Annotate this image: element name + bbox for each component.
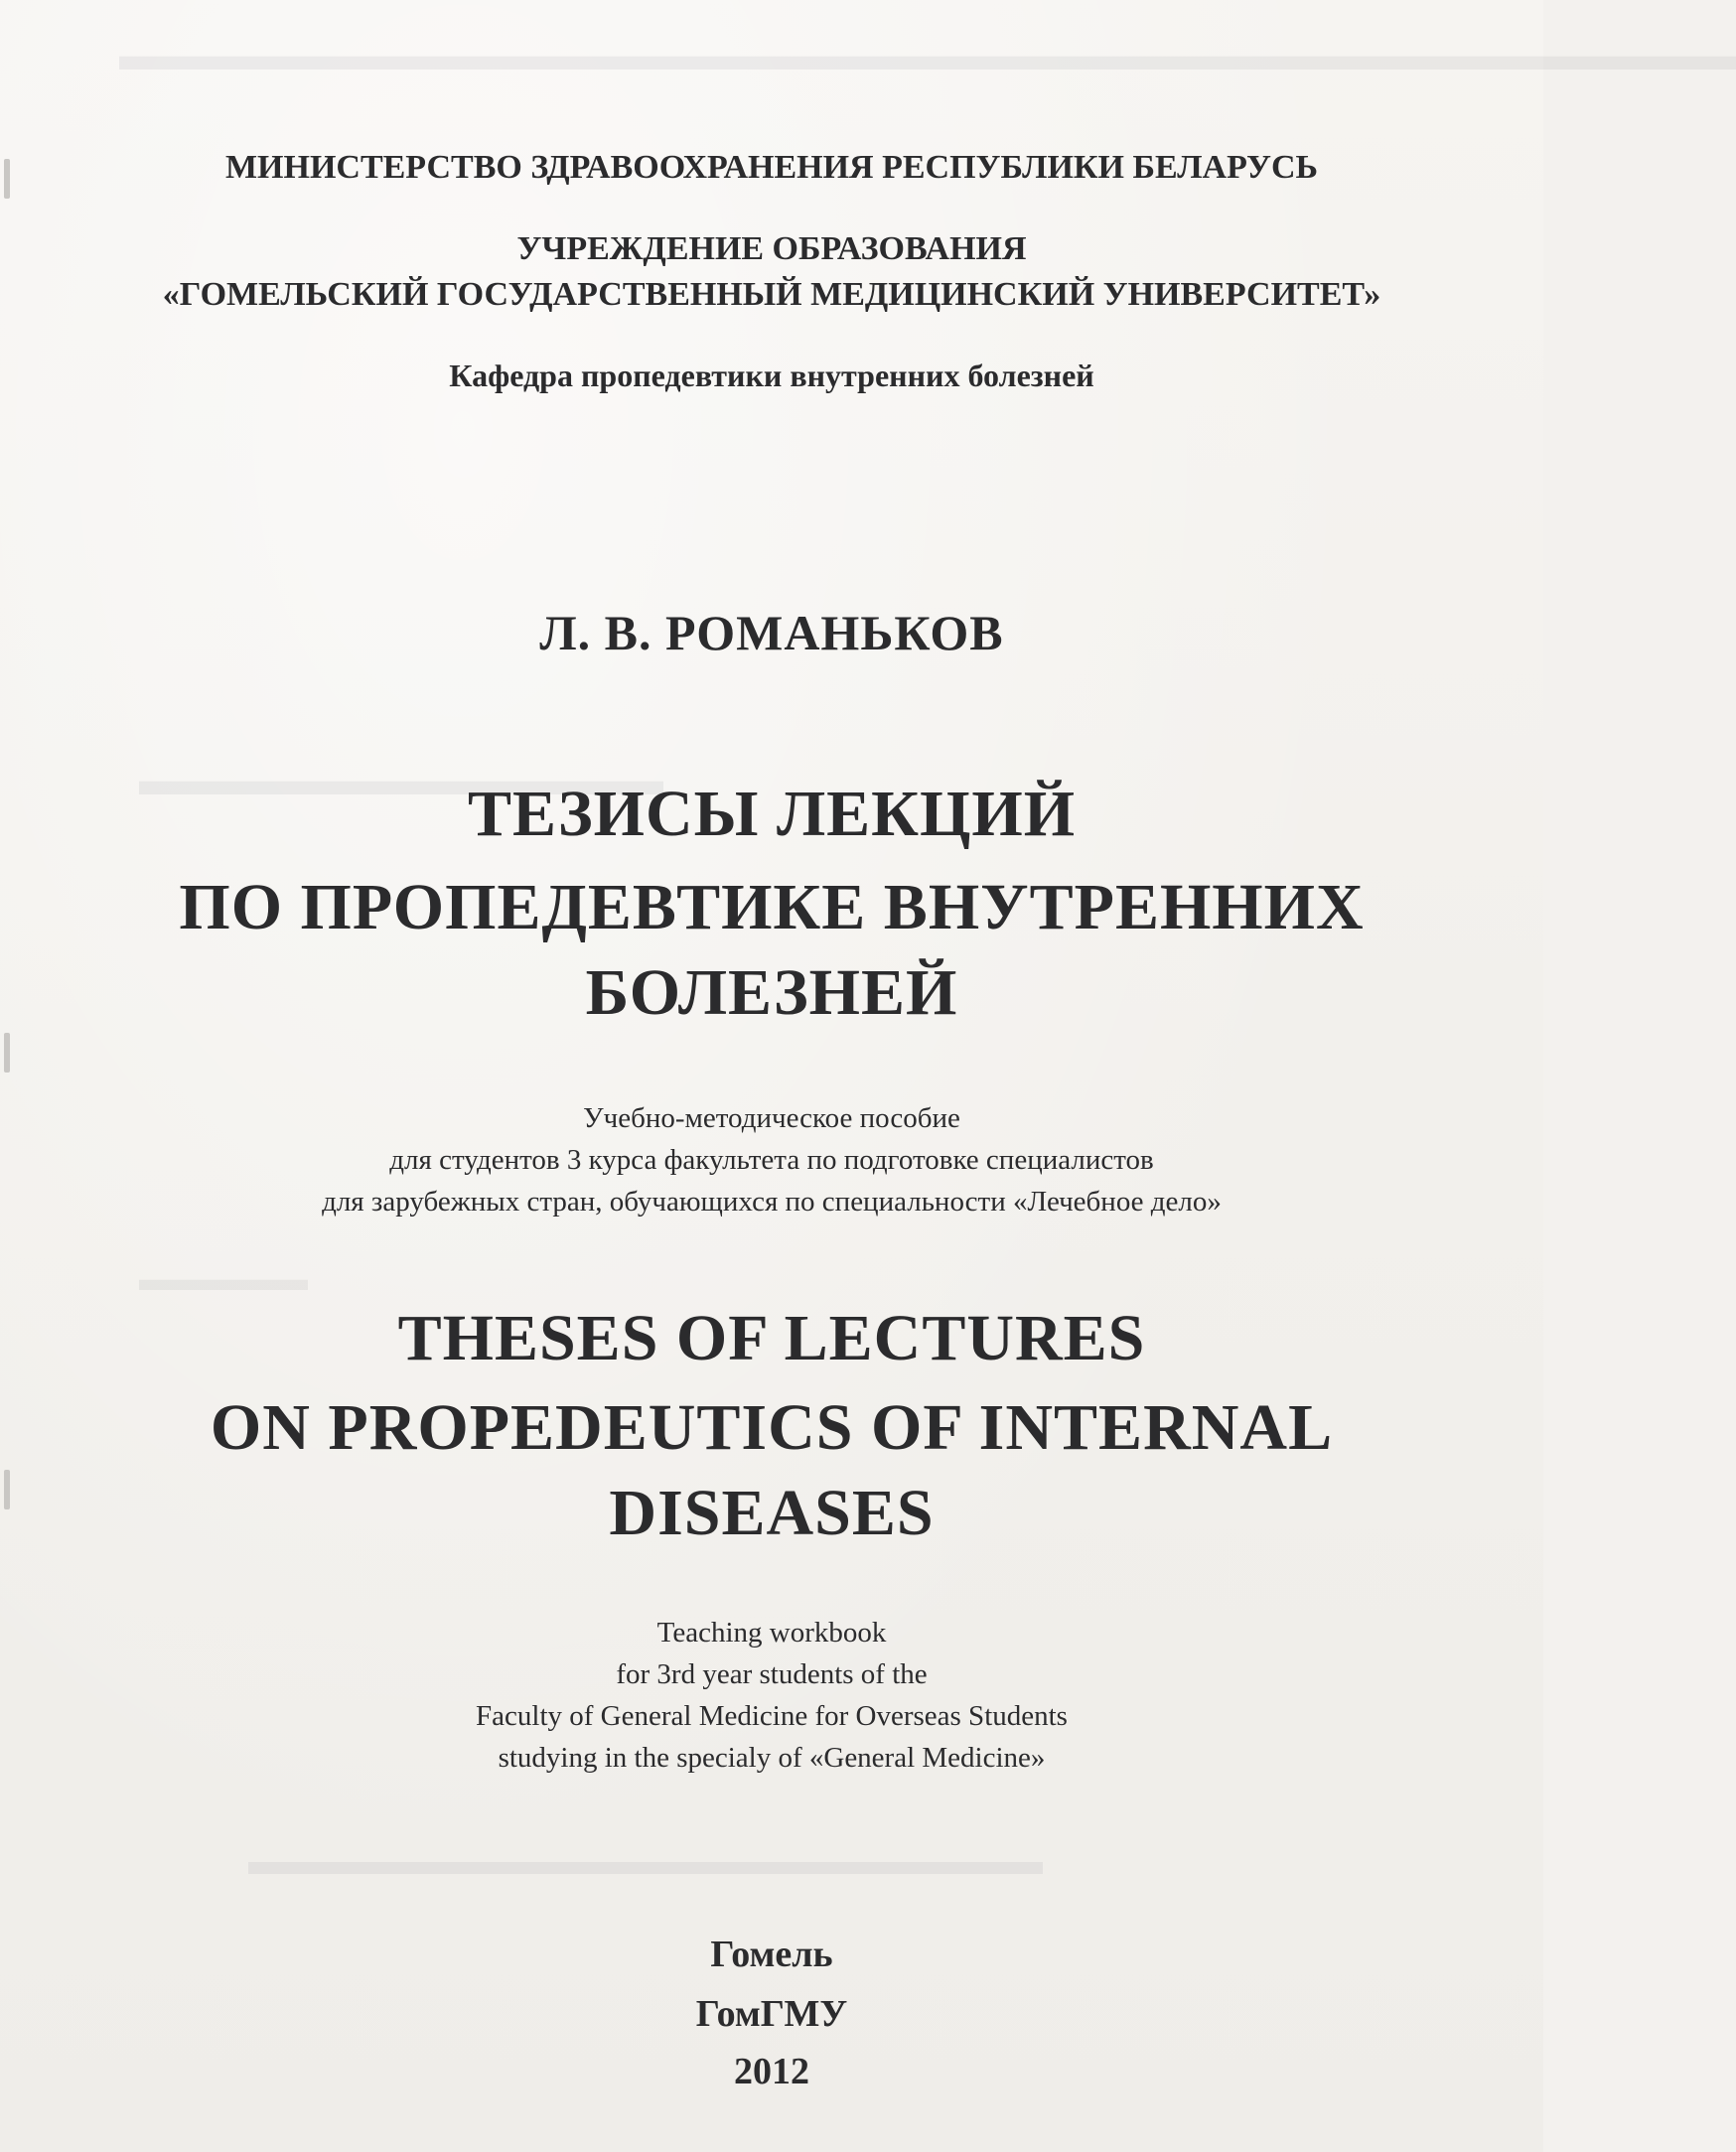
russian-subtitle-line-3: для зарубежных стран, обучающихся по специальности «Лечебное дело» bbox=[322, 1186, 1222, 1218]
russian-title-line-2: ПО ПРОПЕДЕВТИКЕ ВНУТРЕННИХ bbox=[179, 871, 1365, 943]
english-subtitle-line-1: Teaching workbook bbox=[656, 1617, 887, 1649]
department-line: Кафедра пропедевтики внутренних болезней bbox=[449, 358, 1094, 393]
imprint-year: 2012 bbox=[734, 2051, 809, 2092]
imprint-publisher: ГомГМУ bbox=[695, 1993, 848, 2035]
bleed-through-mark: ▬▬▬▬▬ bbox=[139, 1261, 308, 1298]
institution-line-1: УЧРЕЖДЕНИЕ ОБРАЗОВАНИЯ bbox=[516, 230, 1027, 267]
english-subtitle-line-4: studying in the specialy of «General Medicine» bbox=[498, 1742, 1046, 1774]
english-subtitle-line-2: for 3rd year students of the bbox=[616, 1658, 928, 1690]
bleed-through-mark: ▬▬▬▬▬▬▬▬▬▬▬▬ bbox=[139, 756, 663, 804]
russian-subtitle-line-1: Учебно-методическое пособие bbox=[583, 1102, 960, 1134]
english-title-line-2: ON PROPEDEUTICS OF INTERNAL bbox=[210, 1391, 1334, 1464]
russian-title-line-3: БОЛЕЗНЕЙ bbox=[585, 956, 958, 1029]
english-title-line-1: THESES OF LECTURES bbox=[397, 1302, 1146, 1374]
author-name: Л. В. РОМАНЬКОВ bbox=[539, 605, 1004, 660]
russian-subtitle-line-2: для студентов 3 курса факультета по подготовке специалистов bbox=[389, 1144, 1154, 1176]
imprint-city: Гомель bbox=[710, 1934, 833, 1975]
ministry-heading: МИНИСТЕРСТВО ЗДРАВООХРАНЕНИЯ РЕСПУБЛИКИ БЕЛАРУСЬ bbox=[224, 149, 1319, 186]
institution-line-2: «ГОМЕЛЬСКИЙ ГОСУДАРСТВЕННЫЙ МЕДИЦИНСКИЙ УНИВЕРСИТЕТ» bbox=[162, 276, 1381, 313]
bleed-through-mark: ▬▬▬▬▬▬▬▬▬▬▬▬▬▬▬▬▬▬▬▬ bbox=[248, 1838, 1043, 1883]
staple-mark bbox=[4, 1033, 10, 1073]
english-subtitle-line-3: Faculty of General Medicine for Overseas Students bbox=[476, 1700, 1068, 1732]
russian-title-line-1: ТЕЗИСЫ ЛЕКЦИЙ bbox=[467, 778, 1077, 850]
english-title-line-3: DISEASES bbox=[609, 1477, 935, 1549]
bleed-through-mark: ▬▬▬▬▬▬▬▬▬▬▬▬▬▬▬▬▬▬▬▬▬▬▬▬▬▬▬▬▬▬▬▬▬▬▬▬▬ bbox=[119, 31, 1736, 79]
